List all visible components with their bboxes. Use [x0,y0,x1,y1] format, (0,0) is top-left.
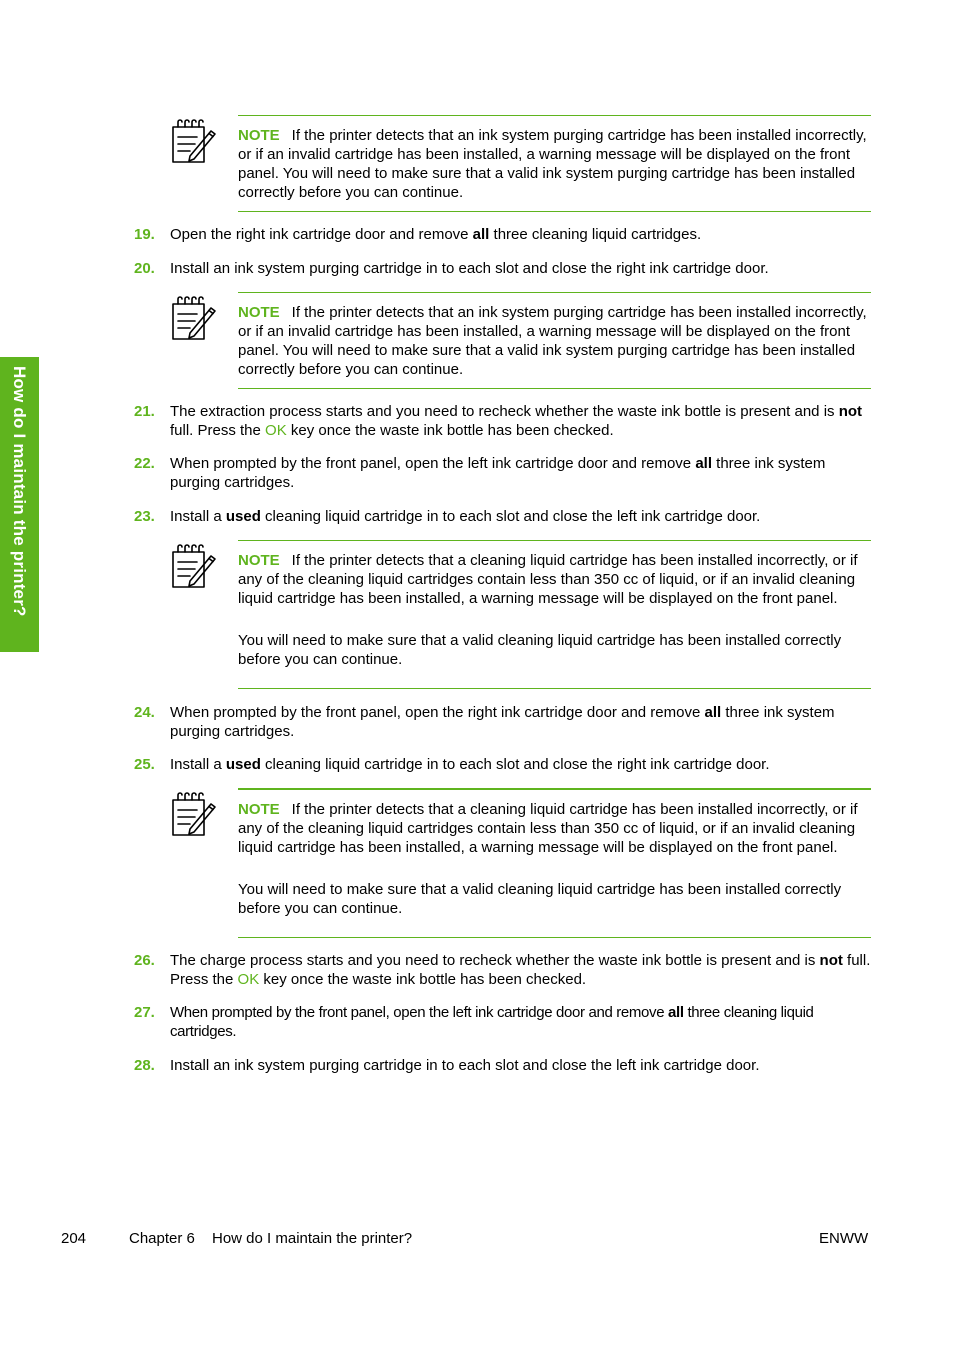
step-text-segment: cleaning liquid cartridge in to each slot and close the right ink cartridge door. [260,756,770,773]
step-text-segment: all [704,704,722,721]
step-item [134,454,871,492]
step-item [134,507,871,526]
step-text-segment: key once the waste ink bottle has been checked. [259,971,587,988]
note-label: NOTE [238,552,280,569]
step-text-segment: all [668,1004,684,1021]
step-number: 22. [134,455,155,472]
step-item [134,1056,871,1075]
step-number: 26. [134,952,155,969]
step-number: 19. [134,226,155,243]
step-number: 27. [134,1004,155,1021]
step-item [134,755,871,774]
step-text-segment: three cleaning liquid cartridges. [170,1004,814,1040]
step-text [170,1003,871,1041]
step-text-segment: Install an ink system purging cartridge in to each slot and close the left ink cartridge door. [170,1057,760,1074]
step-number: 21. [134,403,155,420]
step-text [170,454,871,492]
page-number: 204 [61,1230,87,1247]
footer-chapter: Chapter 6 [129,1230,195,1247]
step-text-segment: cleaning liquid cartridge in to each slot and close the left ink cartridge door. [260,508,761,525]
note-text: NOTE If the printer detects that a cleaning liquid cartridge has been installed incorrectly, or if any of the cleaning liquid cartridges contain less than 350 cc of liquid, or if an invalid cleaning liquid cartridge has been installed, a warning message will be displayed on the front panel. [238,801,858,856]
note-text: NOTE If the printer detects that a cleaning liquid cartridge has been installed incorrectly, or if any of the cleaning liquid cartridges contain less than 350 cc of liquid, or if an invalid cleaning liquid cartridge has been installed, a warning message will be displayed on the front panel. [238,552,858,607]
step-text-segment: used [225,508,261,525]
note-pencil-icon [168,295,218,343]
step-text-segment: When prompted by the front panel, open the left ink cartridge door and remove [170,1004,669,1021]
step-text-segment: The extraction process starts and you need to recheck whether the waste ink bottle is present and is [170,403,839,420]
step-text-segment: Open the right ink cartridge door and remove [170,226,473,243]
step-item [134,951,871,989]
step-item [134,225,871,244]
note-block [238,788,871,938]
step-text-segment: not [838,403,863,420]
step-text-segment: not [819,952,843,969]
step-number: 23. [134,508,155,525]
step-text-segment: key once the waste ink bottle has been checked. [286,422,614,439]
step-text-segment: all [472,226,490,243]
step-text [170,755,871,774]
step-text-segment: full. Press the [170,952,871,988]
step-text-segment: full. Press the [170,422,266,439]
step-text-segment: used [225,756,261,773]
note-text: You will need to make sure that a valid cleaning liquid cartridge has been installed correctly before you can continue. [238,632,842,668]
step-number: 24. [134,704,155,721]
step-text-segment: Install a [170,756,226,773]
note-text: NOTE If the printer detects that an ink system purging cartridge has been installed incorrectly, or if an invalid cartridge has been installed, a warning message will be displayed on the front panel. You will need to make sure that a valid ink system purging cartridge has been installed correctly before you can continue. [238,127,867,201]
step-text [170,1056,871,1075]
note-pencil-icon [168,543,218,591]
step-number: 20. [134,260,155,277]
note-pencil-icon [168,791,218,839]
footer-code: ENWW [819,1230,869,1247]
step-text [170,951,871,989]
step-text-segment: three ink system purging cartridges. [170,704,835,740]
step-text-segment: all [695,455,712,472]
step-text [170,225,871,244]
step-number: 28. [134,1057,155,1074]
note-pencil-icon [168,118,218,166]
step-text [170,507,871,526]
step-text-segment: Install a [170,508,226,525]
note-label: NOTE [238,801,280,818]
note-label: NOTE [238,304,280,321]
step-text [170,703,871,741]
step-text [170,259,871,278]
step-text-segment: When prompted by the front panel, open the right ink cartridge door and remove [170,704,705,721]
step-item [134,1003,871,1041]
step-text-segment: Install an ink system purging cartridge in to each slot and close the right ink cartridge door. [170,260,769,277]
note-text: NOTE If the printer detects that an ink system purging cartridge has been installed incorrectly, or if an invalid cartridge has been installed, a warning message will be displayed on the front panel. You will need to make sure that a valid ink system purging cartridge has been installed correctly before you can continue. [238,304,867,378]
note-block [238,292,871,389]
note-label: NOTE [238,127,280,144]
step-text-segment: The charge process starts and you need to recheck whether the waste ink bottle is present and is [170,952,820,969]
ok-key-label: OK [237,971,260,988]
step-number: 25. [134,756,155,773]
step-text-segment: When prompted by the front panel, open the left ink cartridge door and remove [170,455,696,472]
ok-key-label: OK [265,422,287,439]
note-text: You will need to make sure that a valid cleaning liquid cartridge has been installed correctly before you can continue. [238,881,842,917]
step-text-segment: three cleaning liquid cartridges. [489,226,702,243]
step-text [170,402,871,440]
side-tab-label: How do I maintain the printer? [10,366,29,617]
step-item [134,402,871,440]
note-block [238,115,871,212]
step-item [134,703,871,741]
note-block [238,540,871,689]
step-text-segment: three ink system purging cartridges. [170,455,826,491]
footer-chapter-title: How do I maintain the printer? [212,1230,413,1247]
step-item [134,259,871,278]
